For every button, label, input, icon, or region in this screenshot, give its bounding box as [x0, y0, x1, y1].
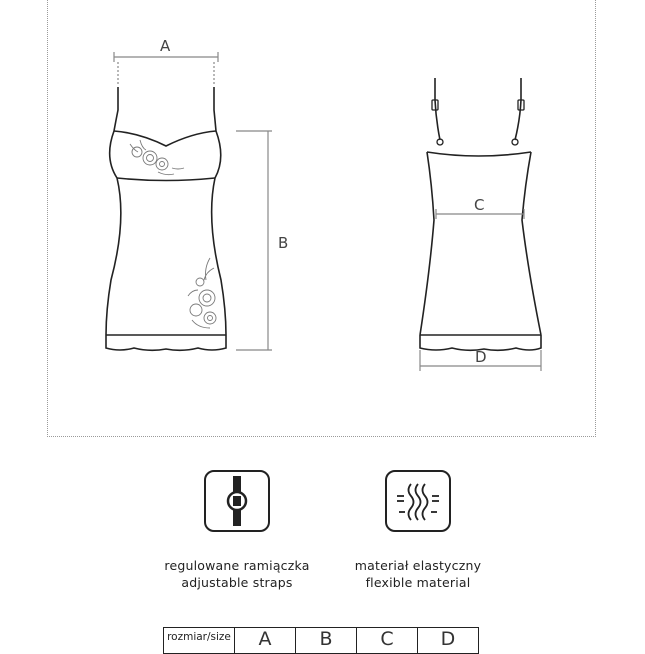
front-chemise: [106, 87, 226, 350]
dimension-a: [114, 52, 218, 86]
feature-adjustable-straps: [137, 470, 337, 590]
size-table: [163, 627, 479, 654]
feature-label-pl: materiał elastyczny: [354, 558, 482, 573]
dimension-label-a: A: [160, 37, 171, 55]
dimension-label-b: B: [278, 234, 289, 252]
size-table-header-row: [164, 628, 479, 654]
size-table-header-c: C: [357, 628, 418, 654]
dimension-b: [236, 131, 272, 350]
size-table-header-b: B: [296, 628, 357, 654]
feature-label-en: flexible material: [365, 575, 471, 590]
size-table-header-size: rozmiar/size: [164, 628, 235, 654]
size-table-header-a: A: [235, 628, 296, 654]
lace-flower-decoration: [130, 140, 216, 328]
feature-label-pl: regulowane ramiączka: [164, 558, 310, 573]
flexible-material-icon: [385, 470, 451, 532]
size-table-header-d: D: [418, 628, 479, 654]
dimension-label-d: D: [475, 348, 487, 366]
adjustable-strap-icon: [204, 470, 270, 532]
feature-flexible-material: [318, 470, 518, 590]
dimension-label-c: C: [474, 196, 485, 214]
feature-label-en: adjustable straps: [181, 575, 293, 590]
